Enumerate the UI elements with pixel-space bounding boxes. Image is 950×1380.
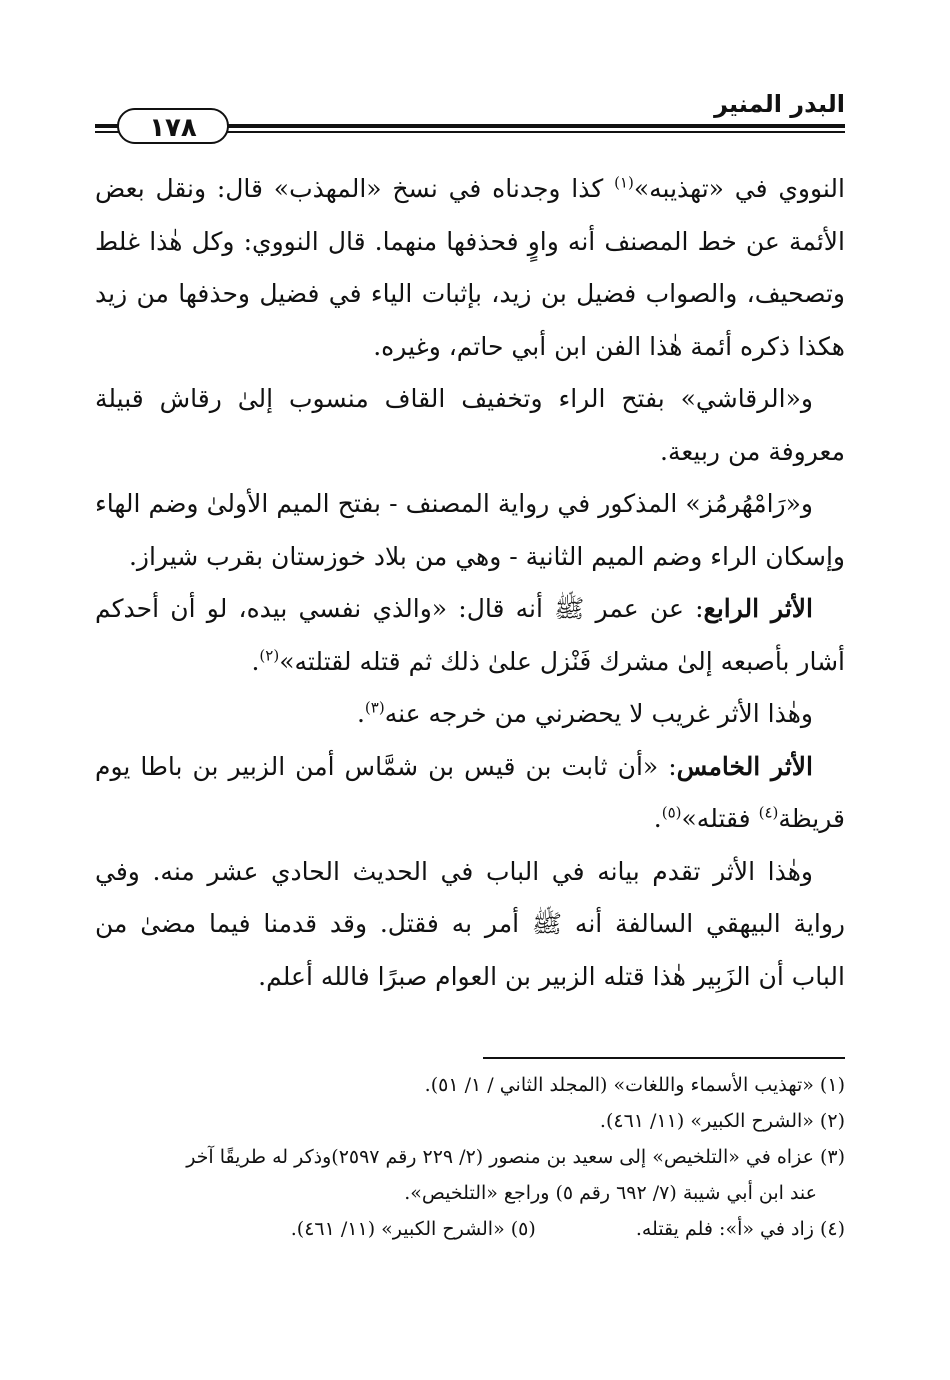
main-text (95, 163, 845, 1003)
footnote-1: (١) «تهذيب الأسماء واللغات» (المجلد الثاني / ١/ ٥١). (424, 1074, 845, 1096)
footnote-row (95, 1211, 845, 1247)
footnote-ref-5[interactable]: (٥) (661, 803, 682, 822)
page-number: ١٧٨ (117, 108, 229, 144)
athar-label-5: الأثر الخامس (676, 751, 813, 781)
footnote-3: (٣) عزاه في «التلخيص» إلى سعيد بن منصور (٢/ ٢٢٩ رقم ٢٥٩٧)وذكر له طريقًا آخر (186, 1146, 845, 1168)
footnote-ref-1[interactable]: (١) (614, 173, 634, 192)
footnote-ref-4[interactable]: (٤) (758, 803, 779, 822)
footnote-4: (٤) زاد في «أ»: فلم يقتله. (635, 1218, 845, 1240)
footnote-ref-2[interactable]: (٢) (259, 646, 280, 665)
paragraph-1: النووي في «تهذيبه»$^{(١)}$ كذا وجدناه في نسخ «المهذب» قال: ونقل بعض الأئمة عن خط المصنف أنه واوٍ فحذفها منهما. قال النووي: وكل هٰذا غلط وتصحيف، والصواب فضيل بن زيد، بإثبات الياء في فضيل وحذفها من زيد هكذا ذكره أئمة هٰذا الفن ابن أبي حاتم، وغيره. (95, 173, 845, 361)
footnote-ref-3[interactable]: (٣) (364, 698, 385, 717)
paragraph-4: الأثر الرابع: عن عمر ﷺ أنه قال: «والذي نفسي بيده، لو أن أحدكم أشار بأصبعه إلىٰ مشرك فَنْزل علىٰ ذلك ثم قتله لقتلته»$^{(٢)}$. (95, 594, 845, 676)
paragraph-6: الأثر الخامس: «أن ثابت بن قيس بن شمَّاس أمن الزبير بن باطا يوم قريظة$^{(٤)}$ فقتله»$^{(٥)}$. (95, 751, 845, 833)
paragraph-2: و«الرقاشي» بفتح الراء وتخفيف القاف منسوب إلىٰ رقاش قبيلة معروفة من ربيعة. (95, 384, 845, 466)
paragraph-7: وهٰذا الأثر تقدم بيانه في الباب في الحديث الحادي عشر منه. وفي رواية البيهقي السالفة أنه ﷺ أمر به فقتل. وقد قدمنا فيما مضىٰ من الباب أن الزَبِير هٰذا قتله الزبير بن العوام صبرًا فالله أعلم. (95, 856, 845, 991)
page-header (95, 88, 845, 148)
footnotes (95, 1067, 845, 1247)
footnote-3-continued: عند ابن أبي شيبة (٧/ ٦٩٢ رقم ٥) وراجع «التلخيص». (404, 1182, 817, 1204)
athar-label-4: الأثر الرابع (703, 594, 813, 623)
footnote-5: (٥) «الشرح الكبير» (١١/ ٤٦١). (290, 1218, 536, 1240)
footnote-separator (483, 1057, 845, 1059)
running-title: البدر المنير (714, 90, 845, 118)
footnote-2: (٢) «الشرح الكبير» (١١/ ٤٦١). (599, 1110, 845, 1132)
book-page (95, 0, 845, 1380)
paragraph-5: وهٰذا الأثر غريب لا يحضرني من خرجه عنه$^{(٣)}$. (356, 698, 813, 728)
paragraph-3: و«رَامْهُرمُز» المذكور في رواية المصنف - بفتح الميم الأولىٰ وضم الهاء وإسكان الراء وضم الميم الثانية - وهي من بلاد خوزستان بقرب شيراز. (95, 489, 845, 571)
